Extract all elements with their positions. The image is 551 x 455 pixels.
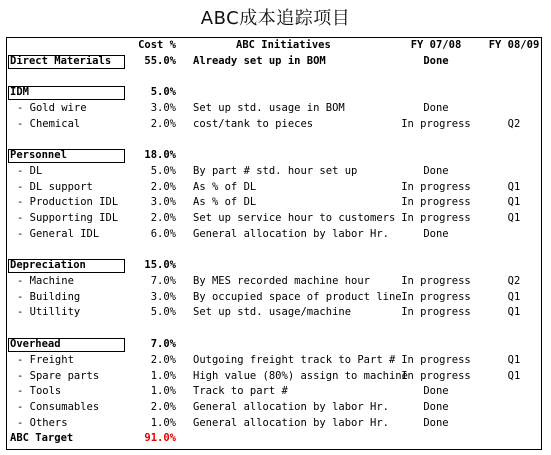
row-fy0708: In progress: [401, 181, 471, 193]
group-name: Overhead: [10, 338, 61, 350]
row-initiative: High value (80%) assign to machine: [193, 370, 408, 382]
row-initiative: Track to part #: [193, 385, 288, 397]
row-initiative: General allocation by labor Hr.: [193, 228, 389, 240]
row-fy0708: In progress: [401, 306, 471, 318]
row-cost: 5.0%: [150, 165, 176, 177]
row-initiative: cost/tank to pieces: [193, 118, 314, 130]
row-name: - Others: [17, 417, 68, 429]
row-initiative: Set up std. usage in BOM: [193, 102, 345, 114]
row-initiative: By part # std. hour set up: [193, 165, 358, 177]
row-fy0809: Q1: [507, 181, 521, 193]
group-cost: 5.0%: [150, 86, 176, 98]
table-row: [0, 274, 551, 289]
row-fy0809: Q2: [507, 275, 521, 287]
row-name: - Consumables: [17, 401, 100, 413]
row-cost: 2.0%: [150, 354, 176, 366]
row-cost: 1.0%: [150, 417, 176, 429]
row-cost: 3.0%: [150, 291, 176, 303]
table-row: [0, 384, 551, 399]
row-fy0708: Done: [423, 55, 449, 67]
row-name: - Machine: [17, 275, 74, 287]
row-name: - Chemical: [17, 118, 81, 130]
group-header-row: [0, 85, 551, 100]
table-row: [0, 353, 551, 368]
row-cost: 7.0%: [150, 275, 176, 287]
row-cost: 2.0%: [150, 212, 176, 224]
header-initiatives: ABC Initiatives: [236, 39, 331, 51]
header-fy0809: FY 08/09: [488, 39, 540, 51]
row-initiative: By MES recorded machine hour: [193, 275, 371, 287]
group-header-row: [0, 148, 551, 163]
target-label: ABC Target: [10, 432, 74, 444]
row-initiative: Outgoing freight track to Part #: [193, 354, 396, 366]
group-cost: 15.0%: [144, 259, 176, 271]
row-name: - General IDL: [17, 228, 100, 240]
direct-materials-row: [0, 54, 551, 69]
row-fy0708: Done: [423, 165, 449, 177]
row-name: - Spare parts: [17, 370, 100, 382]
row-cost: 6.0%: [150, 228, 176, 240]
row-fy0708: In progress: [401, 118, 471, 130]
row-initiative: As % of DL: [193, 196, 257, 208]
table-row: [0, 290, 551, 305]
row-initiative: By occupied space of product line: [193, 291, 402, 303]
row-initiative: As % of DL: [193, 181, 257, 193]
row-fy0809: Q1: [507, 354, 521, 366]
row-fy0708: In progress: [401, 196, 471, 208]
row-cost: 2.0%: [150, 181, 176, 193]
row-name: - Freight: [17, 354, 74, 366]
row-fy0809: Q1: [507, 306, 521, 318]
row-name: Direct Materials: [10, 55, 112, 67]
row-cost: 3.0%: [150, 196, 176, 208]
row-fy0708: Done: [423, 385, 449, 397]
row-name: - Production IDL: [17, 196, 119, 208]
row-fy0708: In progress: [401, 275, 471, 287]
table-row: [0, 180, 551, 195]
row-name: - Tools: [17, 385, 62, 397]
table-row: [0, 227, 551, 242]
row-initiative: Already set up in BOM: [193, 55, 326, 67]
group-name: Personnel: [10, 149, 67, 161]
row-fy0809: Q1: [507, 291, 521, 303]
row-name: - Building: [17, 291, 81, 303]
group-header-row: [0, 337, 551, 352]
row-fy0708: Done: [423, 228, 449, 240]
row-fy0708: In progress: [401, 291, 471, 303]
table-row: [0, 416, 551, 431]
table-row: [0, 369, 551, 384]
row-cost: 1.0%: [150, 385, 176, 397]
group-cost: 7.0%: [150, 338, 176, 350]
group-name: Depreciation: [10, 259, 86, 271]
row-cost: 1.0%: [150, 370, 176, 382]
table-row: [0, 117, 551, 132]
header-row: [0, 38, 551, 53]
group-header-row: [0, 258, 551, 273]
row-initiative: General allocation by labor Hr.: [193, 417, 389, 429]
row-initiative: Set up service hour to customers: [193, 212, 396, 224]
row-fy0809: Q1: [507, 370, 521, 382]
row-cost: 5.0%: [150, 306, 176, 318]
row-fy0708: In progress: [401, 370, 471, 382]
page-title: ABC成本追踪项目: [200, 8, 351, 29]
row-name: - DL support: [17, 181, 93, 193]
row-cost: 55.0%: [144, 55, 176, 67]
table-row: [0, 305, 551, 320]
row-fy0809: Q1: [507, 212, 521, 224]
row-name: - Gold wire: [17, 102, 87, 114]
row-cost: 2.0%: [150, 401, 176, 413]
target-cost: 91.0%: [144, 432, 176, 444]
group-name: IDM: [10, 86, 29, 98]
table-row: [0, 101, 551, 116]
row-cost: 2.0%: [150, 118, 176, 130]
row-fy0708: Done: [423, 102, 449, 114]
table-row: [0, 195, 551, 210]
table-row: [0, 400, 551, 415]
row-fy0809: Q2: [507, 118, 521, 130]
target-row: [0, 431, 551, 446]
row-name: - Supporting IDL: [17, 212, 119, 224]
header-cost: Cost %: [138, 39, 176, 51]
row-fy0708: Done: [423, 401, 449, 413]
table-row: [0, 211, 551, 226]
row-fy0708: In progress: [401, 354, 471, 366]
row-name: - DL: [17, 165, 43, 177]
group-cost: 18.0%: [144, 149, 176, 161]
row-fy0809: Q1: [507, 196, 521, 208]
row-initiative: Set up std. usage/machine: [193, 306, 352, 318]
row-cost: 3.0%: [150, 102, 176, 114]
header-fy0708: FY 07/08: [410, 39, 462, 51]
row-name: - Utillity: [17, 306, 81, 318]
row-fy0708: In progress: [401, 212, 471, 224]
row-fy0708: Done: [423, 417, 449, 429]
table-row: [0, 164, 551, 179]
row-initiative: General allocation by labor Hr.: [193, 401, 389, 413]
